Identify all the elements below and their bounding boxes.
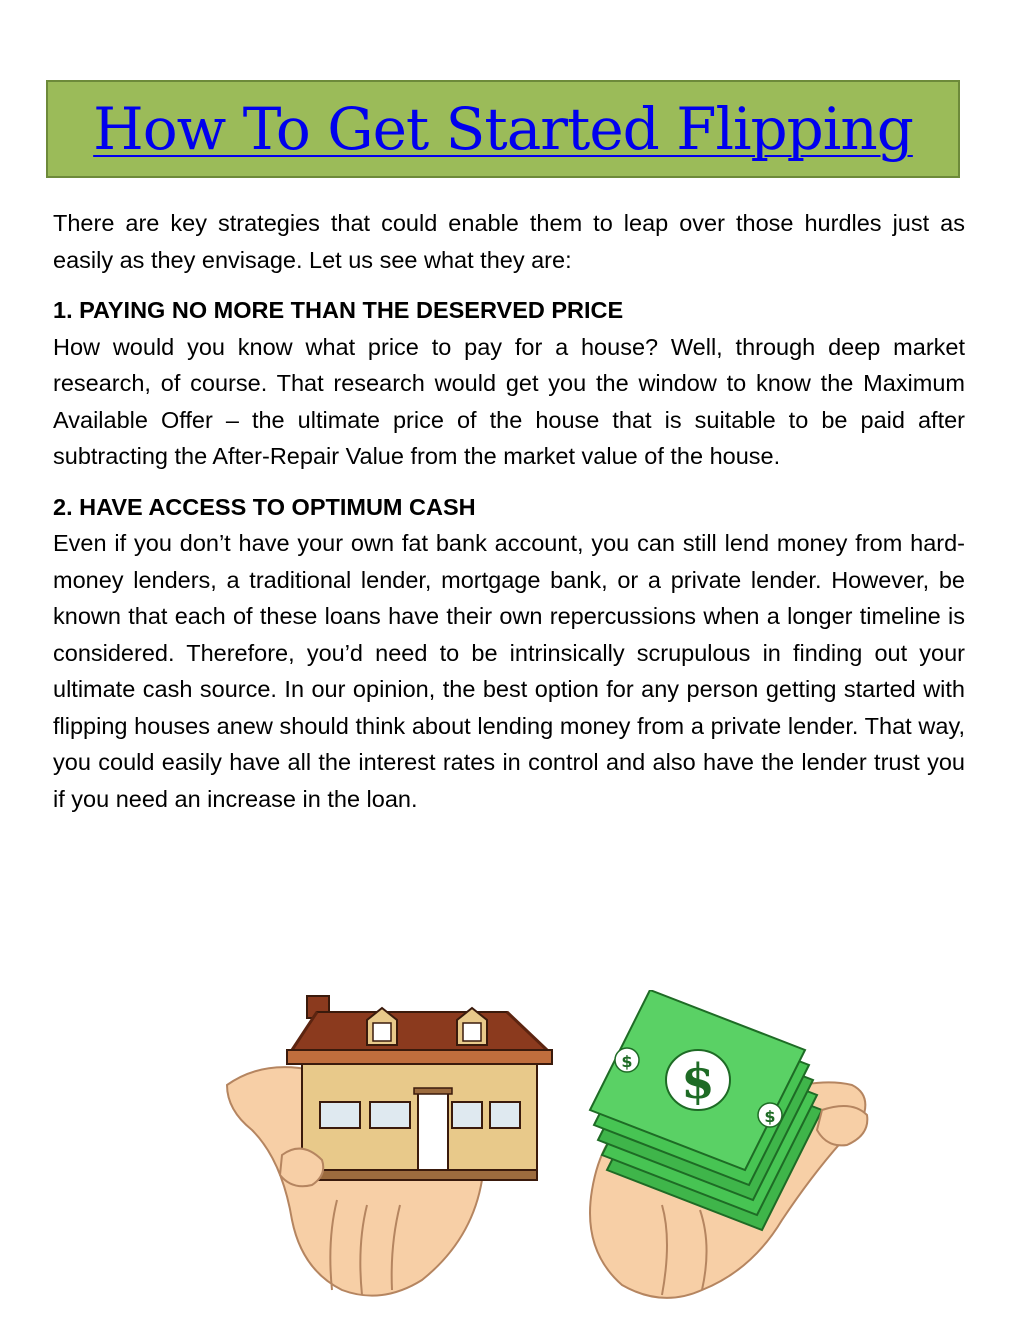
dollar-sign-icon: $ (681, 1054, 715, 1110)
section-body-price: How would you know what price to pay for a house? Well, through deep market research, of course. That research would get you the window to know the Maximum Available Offer – the ultimate price of the house that is suitable to be paid after subtracting the After-Repair Value from the market value of the house. (53, 333, 965, 469)
section-heading-cash: 2. HAVE ACCESS TO OPTIMUM CASH (53, 493, 476, 520)
article-body (53, 205, 965, 817)
dollar-sign-icon: $ (764, 1107, 776, 1126)
section-body-cash: Even if you don’t have your own fat bank account, you can still lend money from hard-money lenders, a traditional lender, mortgage bank, or a private lender. However, be known that each of these loans have their own repercussions when a longer timeline is considered. Therefore, you’d need to be intrinsically scrupulous in finding out your ultimate cash source. In our opinion, the best option for any person getting started with flipping houses anew should think about lending money from a private lender. That way, you could easily have all the interest rates in control and also have the lender trust you if you need an increase in the loan. (53, 530, 965, 812)
house-in-hand-icon (227, 996, 552, 1296)
title-banner (46, 80, 960, 178)
intro-paragraph: There are key strategies that could enable them to leap over those hurdles just as easily as they envisage. Let us see what they are: (53, 210, 965, 273)
house-and-cash-illustration (222, 990, 872, 1310)
page-title-link[interactable]: How To Get Started Flipping (93, 95, 913, 163)
dollar-sign-icon: $ (621, 1052, 633, 1071)
cash-in-hand-icon (590, 990, 867, 1298)
section-heading-price: 1. PAYING NO MORE THAN THE DESERVED PRICE (53, 297, 624, 323)
